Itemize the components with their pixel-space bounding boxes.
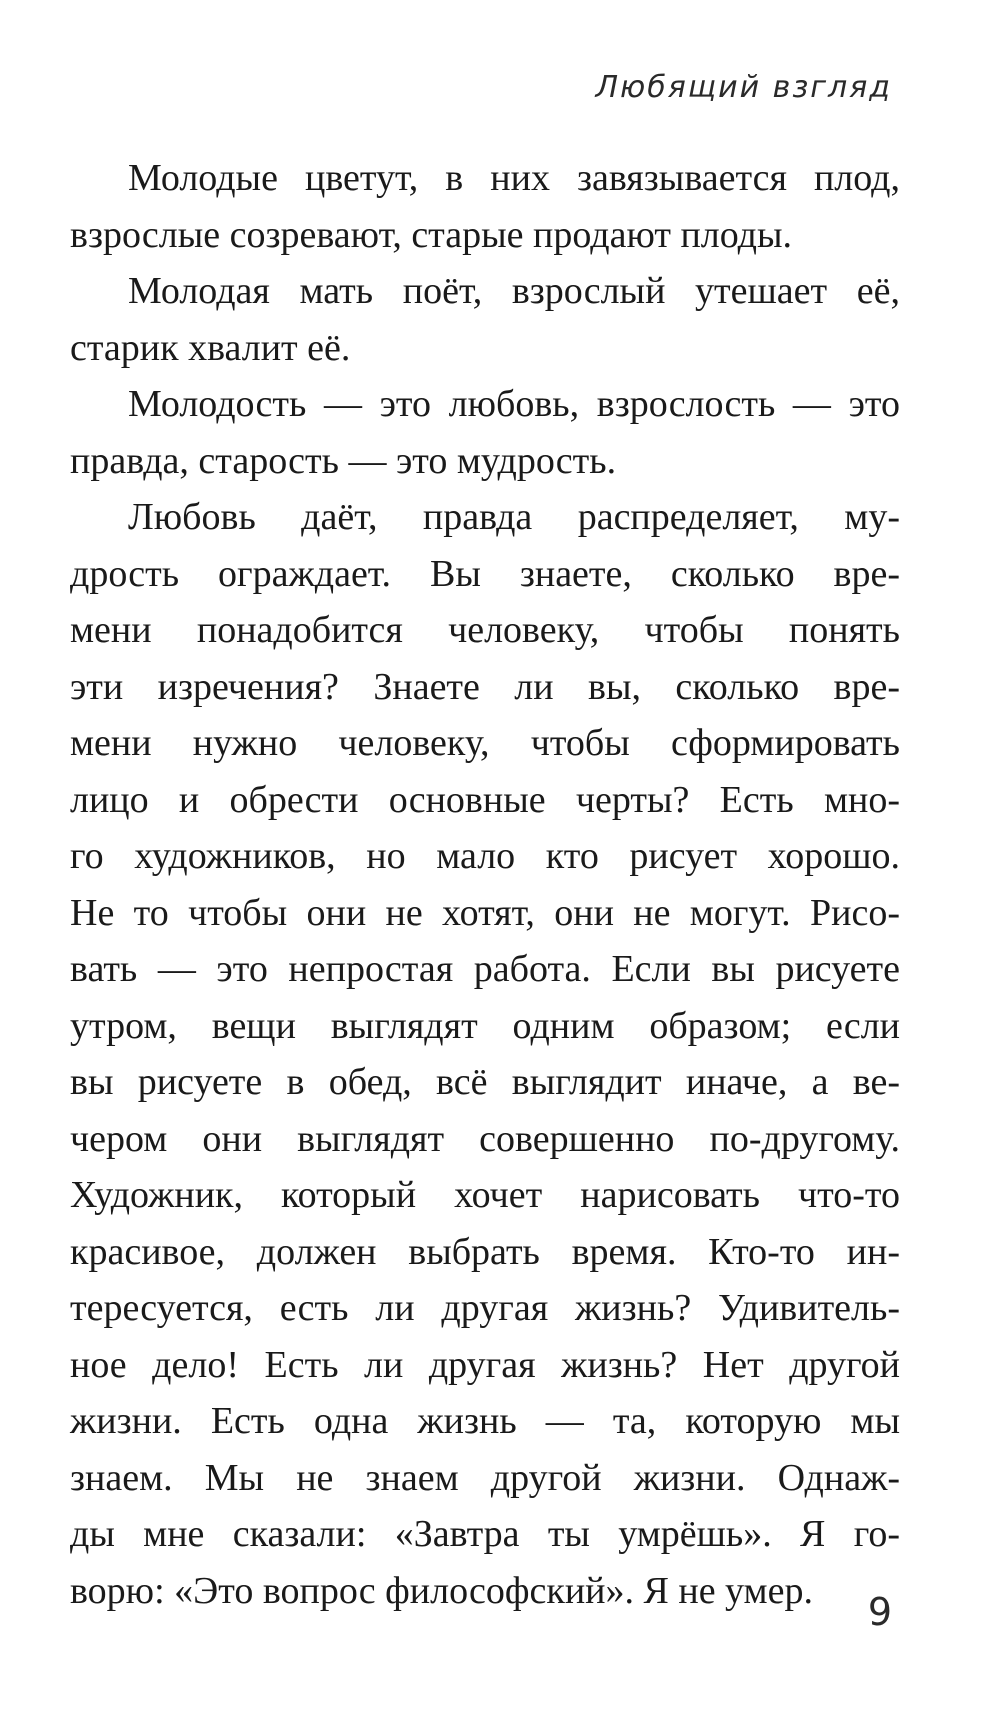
text-line: тересуется, есть ли другая жизнь? Удивитель- (70, 1287, 900, 1329)
text-line: Художник, который хочет нарисовать что-то (70, 1174, 900, 1216)
text-line: чером они выглядят совершенно по-другому. (70, 1117, 900, 1160)
text-line: го художников, но мало кто рисует хорошо. (70, 835, 900, 877)
text-line: знаем. Мы не знаем другой жизни. Однаж- (70, 1456, 900, 1499)
text-line: взрослые созревают, старые продают плоды. (70, 213, 793, 256)
text-line: ды мне сказали: «Завтра ты умрёшь». Я го- (70, 1513, 900, 1555)
text-line: дрость ограждает. Вы знаете, сколько вре- (70, 552, 900, 595)
text-line: мени понадобится человеку, чтобы понять (70, 609, 900, 651)
text-line: правда, старость — это мудрость. (70, 439, 617, 482)
text-line: Любовь даёт, правда распределяет, му- (128, 496, 900, 538)
text-line: мени нужно человеку, чтобы сформировать (70, 722, 900, 764)
text-line: Молодые цветут, в них завязывается плод, (128, 157, 900, 199)
text-line: утром, вещи выглядят одним образом; если (70, 1004, 900, 1047)
text-line: Не то чтобы они не хотят, они не могут. Рисо- (70, 891, 900, 934)
text-line: жизни. Есть одна жизнь — та, которую мы (70, 1400, 900, 1442)
page-number: 9 (867, 1590, 892, 1634)
text-line: вы рисуете в обед, всё выглядит иначе, а ве- (70, 1061, 900, 1103)
text-line: Молодая мать поёт, взрослый утешает её, (128, 270, 900, 312)
text-line: красивое, должен выбрать время. Кто-то ин- (70, 1230, 900, 1273)
text-line: вать — это непростая работа. Если вы рисуете (70, 948, 900, 990)
text-line: эти изречения? Знаете ли вы, сколько вре- (70, 665, 900, 708)
text-line: старик хвалит её. (70, 326, 351, 369)
text-line: ное дело! Есть ли другая жизнь? Нет другой (70, 1343, 900, 1386)
text-line: лицо и обрести основные черты? Есть мно- (70, 778, 900, 821)
running-header-title: Любящий взгляд (595, 70, 892, 105)
text-line: ворю: «Это вопрос философский». Я не умер. (70, 1569, 813, 1612)
body-text (70, 150, 900, 1619)
text-line: Молодость — это любовь, взрослость — это (128, 383, 900, 425)
